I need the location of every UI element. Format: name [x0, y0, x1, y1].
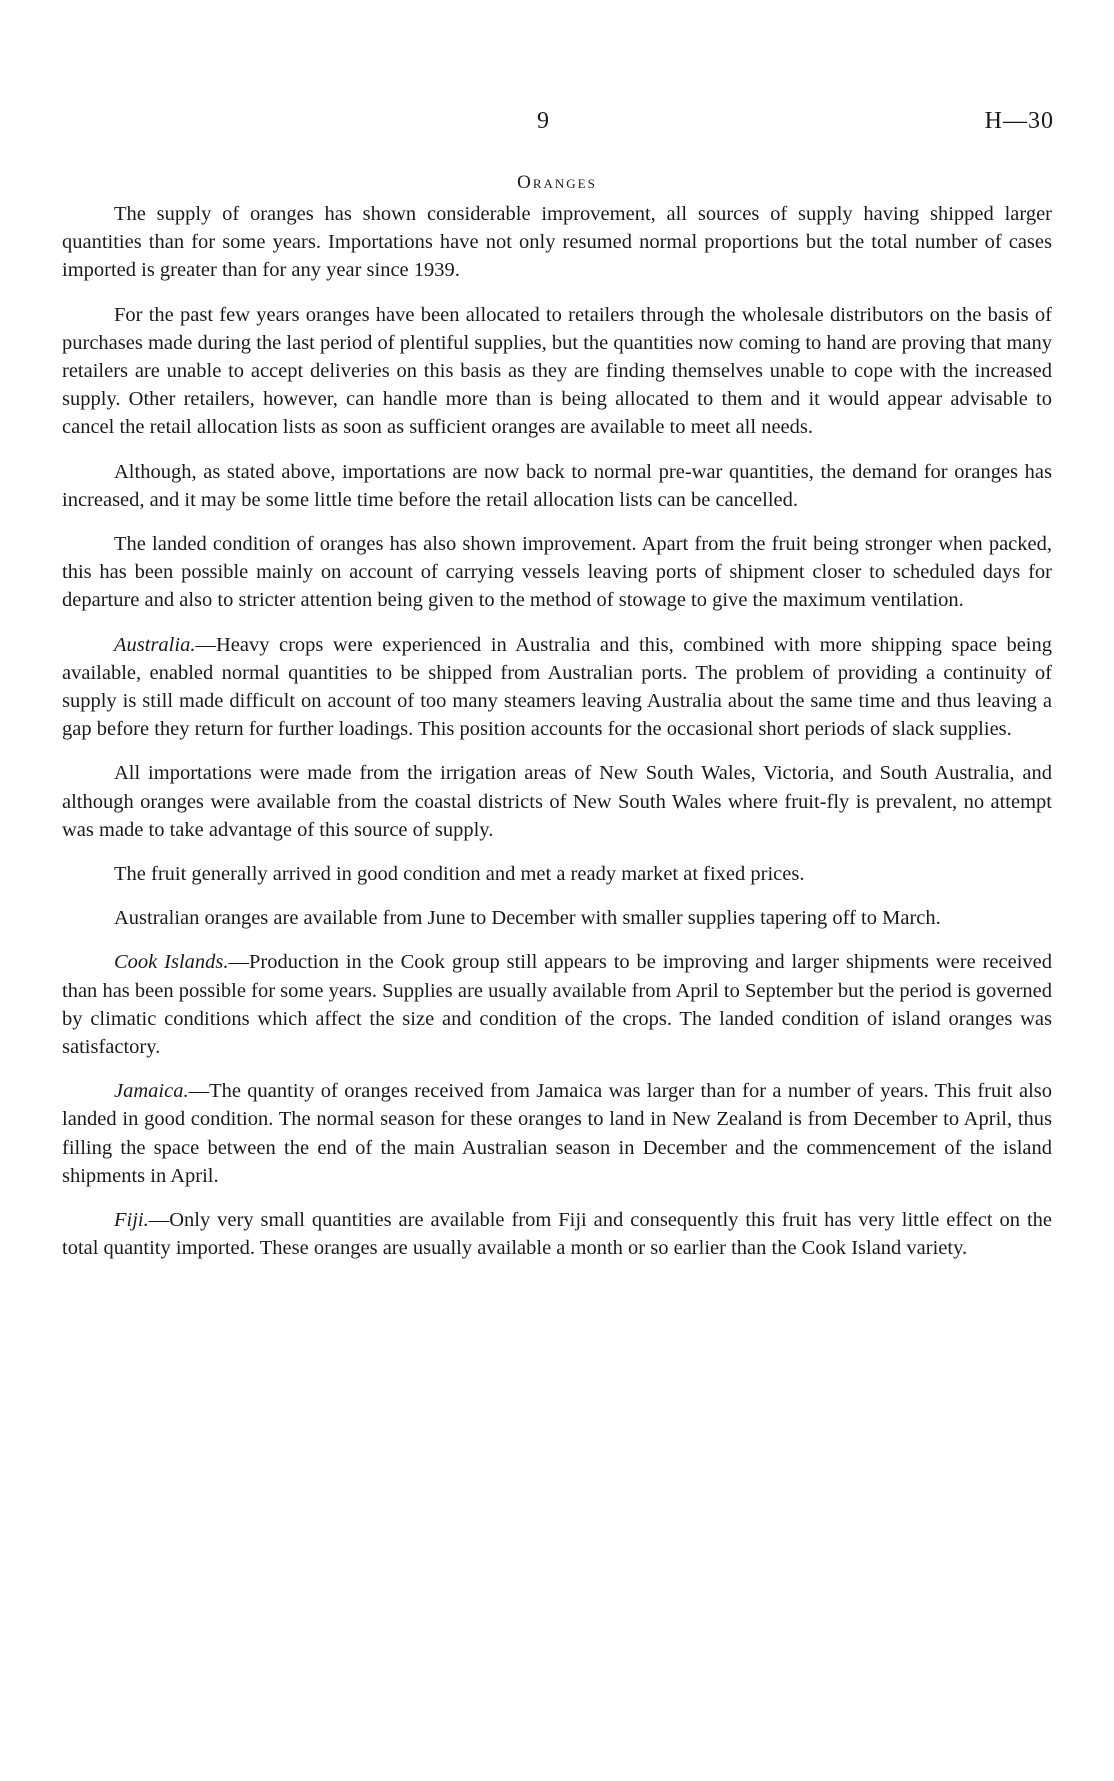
paragraph-jamaica: [62, 1077, 1052, 1190]
paragraph-text: Australian oranges are available from June to December with smaller supplies tapering off to March.: [114, 907, 941, 930]
paragraph-lead: Australia.: [114, 633, 196, 656]
paragraph-australia: [62, 631, 1052, 744]
paragraph: [62, 904, 1052, 932]
paragraph-cook-islands: [62, 948, 1052, 1061]
paragraph-text: —The quantity of oranges received from Jamaica was larger than for a number of years. This fruit also landed in good condition. The normal season for these oranges to land in New Zealand is from December to April, thus filling the space between the end of the main Australian season in December and the commencement of the island shipments in April.: [62, 1080, 1052, 1187]
paragraph: [62, 530, 1052, 615]
document-code: H—30: [984, 108, 1054, 134]
section-title: Oranges: [517, 172, 597, 193]
paragraph-lead: Cook Islands.: [114, 951, 229, 974]
paragraph-lead: Fiji.: [114, 1209, 149, 1232]
paragraph-text: —Heavy crops were experienced in Australia and this, combined with more shipping space being available, enabled normal quantities to be shipped from Australian ports. The problem of providing a continuity of supply is still made difficult on account of too many steamers leaving Australia about the same time and thus leaving a gap before they return for further loadings. This position accounts for the occasional short periods of slack supplies.: [62, 633, 1052, 741]
paragraph-lead: Jamaica.: [114, 1080, 189, 1103]
paragraph: [62, 759, 1052, 844]
paragraph-text: The landed condition of oranges has also shown improvement. Apart from the fruit being stronger when packed, this has been possible mainly on account of carrying vessels leaving ports of shipment closer to scheduled days for departure and also to stricter attention being given to the method of stowage to give the maximum ventilation.: [62, 533, 1052, 612]
document-body: [62, 200, 1052, 1279]
paragraph-text: Although, as stated above, importations are now back to normal pre-war quantities, the demand for oranges has increased, and it may be some little time before the retail allocation lists can be cancelled.: [62, 460, 1052, 511]
paragraph-text: —Production in the Cook group still appears to be improving and larger shipments were received than has been possible for some years. Supplies are usually available from April to September but the period is governed by climatic conditions which affect the size and condition of the crops. The landed condition of island oranges was satisfactory.: [62, 951, 1052, 1059]
paragraph-fiji: [62, 1206, 1052, 1262]
paragraph: [62, 458, 1052, 514]
paragraph-text: The fruit generally arrived in good condition and met a ready market at fixed prices.: [114, 863, 805, 886]
paragraph-text: For the past few years oranges have been allocated to retailers through the wholesale distributors on the basis of purchases made during the last period of plentiful supplies, but the quantities now coming to hand are proving that many retailers are unable to accept deliveries on this basis as they are finding themselves unable to cope with the increased supply. Other retailers, however, can handle more than is being allocated to them and it would appear advisable to cancel the retail allocation lists as soon as sufficient oranges are available to meet all needs.: [62, 303, 1052, 439]
paragraph-text: —Only very small quantities are available from Fiji and consequently this fruit has very little effect on the total quantity imported. These oranges are usually available a month or so earlier than the Cook Island variety.: [62, 1209, 1052, 1260]
page-header: [0, 108, 1114, 148]
paragraph: [62, 860, 1052, 888]
paragraph: [62, 200, 1052, 285]
page-number: 9: [537, 108, 549, 134]
paragraph: [62, 301, 1052, 442]
paragraph-text: All importations were made from the irrigation areas of New South Wales, Victoria, and South Australia, and although oranges were available from the coastal districts of New South Wales where fruit-fly is prevalent, no attempt was made to take advantage of this source of supply.: [62, 762, 1052, 841]
paragraph-text: The supply of oranges has shown considerable improvement, all sources of supply having shipped larger quantities than for some years. Importations have not only resumed normal proportions but the total number of cases imported is greater than for any year since 1939.: [62, 203, 1052, 282]
